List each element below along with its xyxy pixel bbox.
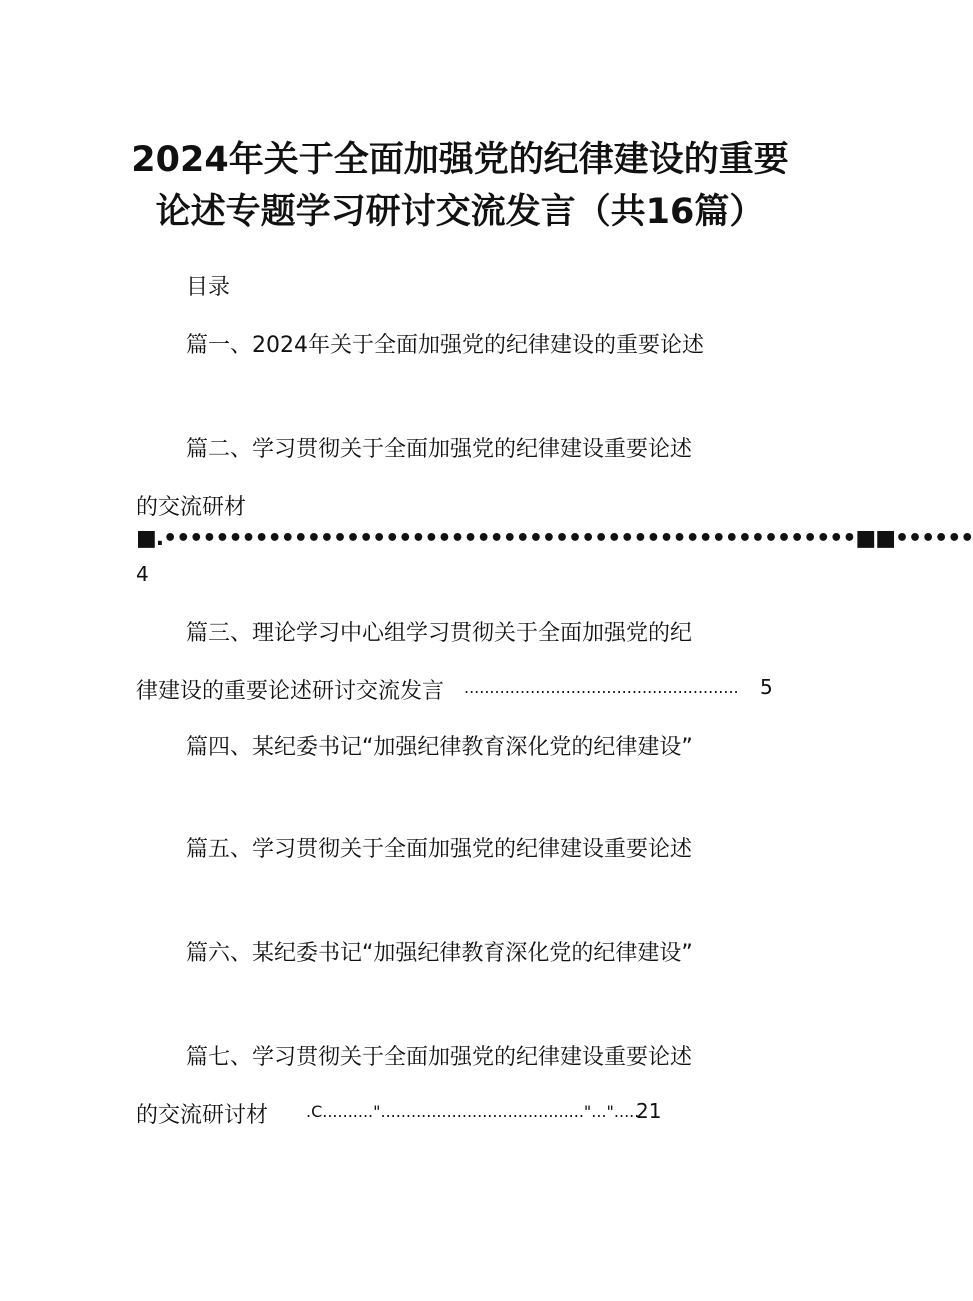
- toc-entry-4[interactable]: 篇四、某纪委书记“加强纪律教育深化党的纪律建设”: [186, 735, 693, 760]
- toc-entry-7-leader: .C.........."........................................"...".....: [306, 1102, 640, 1121]
- toc-entry-7-continuation: 的交流研讨材: [136, 1103, 269, 1128]
- document-title-line-1: 2024年关于全面加强党的纪律建设的重要: [131, 140, 789, 180]
- toc-entry-3-page-number: 5: [760, 675, 773, 699]
- toc-entry-2-page-number: 4: [136, 562, 149, 586]
- toc-entry-5[interactable]: 篇五、学习贯彻关于全面加强党的纪律建设重要论述: [186, 837, 693, 862]
- toc-entry-2-continuation: 的交流研材: [136, 495, 247, 520]
- toc-entry-7[interactable]: 篇七、学习贯彻关于全面加强党的纪律建设重要论述: [186, 1045, 693, 1070]
- toc-entry-2-leader: ■.•••••••••••••••••••••••••••••••••••••••••••••••••••••■■••••••: [136, 526, 973, 551]
- toc-entry-6[interactable]: 篇六、某纪委书记“加强纪律教育深化党的纪律建设”: [186, 941, 693, 966]
- toc-entry-1[interactable]: 篇一、2024年关于全面加强党的纪律建设的重要论述: [186, 333, 704, 358]
- toc-entry-7-page-number: 21: [636, 1099, 662, 1123]
- toc-heading: 目录: [186, 275, 231, 300]
- toc-entry-3-leader: ......................................................: [464, 678, 739, 697]
- toc-entry-3[interactable]: 篇三、理论学习中心组学习贯彻关于全面加强党的纪: [186, 621, 693, 646]
- toc-entry-2[interactable]: 篇二、学习贯彻关于全面加强党的纪律建设重要论述: [186, 437, 693, 462]
- toc-entry-3-continuation: 律建设的重要论述研讨交流发言: [136, 679, 445, 704]
- document-title-line-2: 论述专题学习研讨交流发言（共16篇）: [155, 192, 765, 232]
